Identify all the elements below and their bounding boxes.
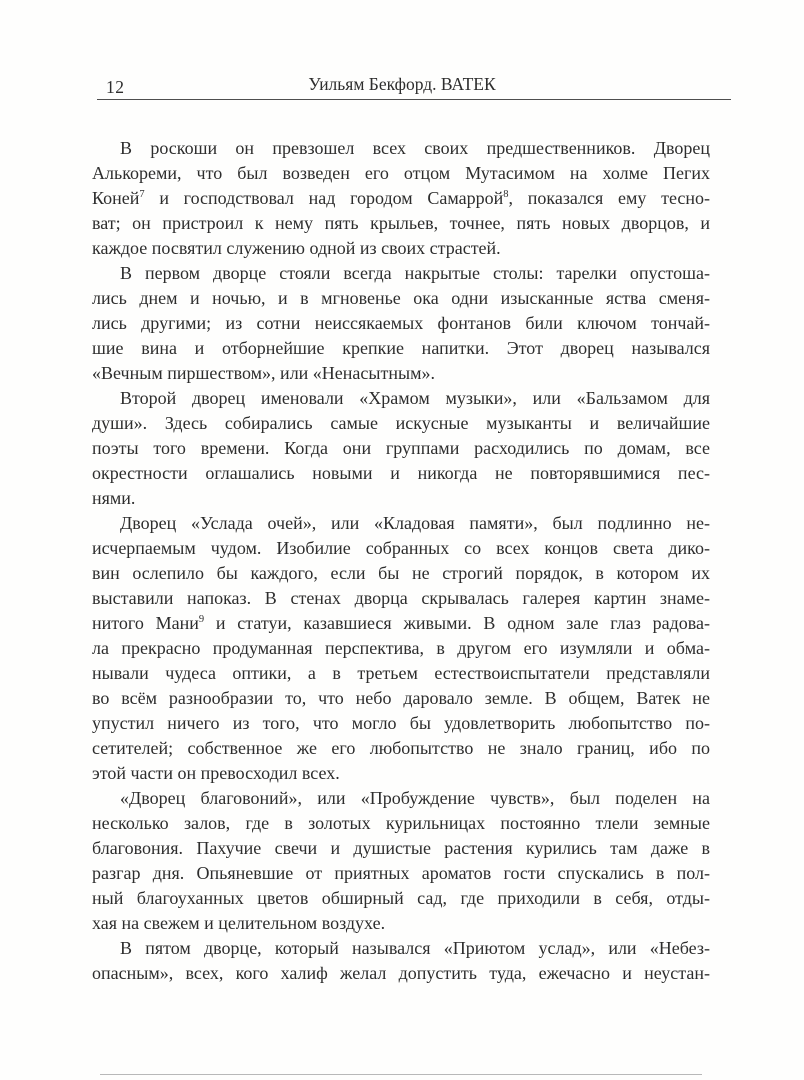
text-line: нитого Мани$^9$ и статуи, казавшиеся живыми. В одном зале глаз радова- <box>92 613 711 633</box>
text-line: опасным», всех, кого халиф желал допустить туда, ежечасно и неустан- <box>92 963 710 983</box>
text-line: ват; он пристроил к нему пять крыльев, точнее, пять новых дворцов, и <box>92 213 710 233</box>
footnote-ref: 8 <box>503 189 509 200</box>
text-line: лись днем и ночью, и в мгновенье ока одни изысканные яства сменя- <box>92 288 710 308</box>
text-line: нями. <box>92 488 136 508</box>
text-line: хая на свежем и целительном воздухе. <box>92 913 386 933</box>
paragraph <box>92 386 710 511</box>
page-header <box>92 74 712 98</box>
footnote-ref: 7 <box>139 189 145 200</box>
text-line: упустил ничего из того, что могло бы удовлетворить любопытство по- <box>92 713 710 733</box>
text-line: Дворец «Услада очей», или «Кладовая памяти», был подлинно не- <box>120 513 710 533</box>
paragraph <box>92 136 710 261</box>
text-line: Коней$^7$ и господствовал над городом Самаррой$^8$, показался ему тесно- <box>92 188 711 208</box>
text-line: этой части он превосходил всех. <box>92 763 340 783</box>
text-line: «Вечным пиршеством», или «Ненасытным». <box>92 363 435 383</box>
text-line: В пятом дворце, который назывался «Приютом услад», или «Небез- <box>120 938 710 958</box>
paragraph <box>92 511 710 786</box>
page-number: 12 <box>106 77 125 97</box>
text-line: нывали чудеса оптики, а в третьем естествоиспытатели представляли <box>92 663 710 683</box>
text-line: души». Здесь собирались самые искусные музыканты и величайшие <box>92 413 710 433</box>
text-line: несколько залов, где в золотых курильницах постоянно тлели земные <box>92 813 710 833</box>
text-line: каждое посвятил служению одной из своих страстей. <box>92 238 501 258</box>
text-line: ла прекрасно продуманная перспектива, в другом его изумляли и обма- <box>92 638 710 658</box>
text-line: сетителей; собственное же его любопытство не знало границ, ибо по <box>92 738 710 758</box>
running-title: Уильям Бекфорд. ВАТЕК <box>308 74 496 94</box>
bottom-page-edge-line <box>100 1074 702 1075</box>
text-line: «Дворец благовоний», или «Пробуждение чувств», был поделен на <box>120 788 710 808</box>
text-line: В роскоши он превзошел всех своих предшественников. Дворец <box>120 138 710 158</box>
text-line: во всём разнообразии то, что небо даровало земле. В общем, Ватек не <box>92 688 710 708</box>
text-line: разгар дня. Опьяневшие от приятных ароматов гости спускались в пол- <box>92 863 710 883</box>
paragraph <box>92 936 710 986</box>
text-line: вин ослепило бы каждого, если бы не строгий порядок, в котором их <box>92 563 710 583</box>
paragraph <box>92 261 710 386</box>
text-line: Второй дворец именовали «Храмом музыки», или «Бальзамом для <box>120 388 710 408</box>
paragraph <box>92 786 710 936</box>
text-line: Алькореми, что был возведен его отцом Мутасимом на холме Пегих <box>92 163 710 183</box>
text-line: поэты того времени. Когда они группами расходились по домам, все <box>92 438 710 458</box>
page-body <box>92 136 710 986</box>
text-line: ный благоуханных цветов обширный сад, где приходили в себя, отды- <box>92 888 710 908</box>
text-line: шие вина и отборнейшие крепкие напитки. Этот дворец назывался <box>92 338 710 358</box>
text-line: окрестности оглашались новыми и никогда не повторявшимися пес- <box>92 463 710 483</box>
text-line: выставили напоказ. В стенах дворца скрывалась галерея картин знаме- <box>92 588 710 608</box>
header-rule <box>97 99 731 100</box>
footnote-ref: 9 <box>198 614 205 625</box>
text-line: лись другими; из сотни неиссякаемых фонтанов били ключом тончай- <box>92 313 710 333</box>
text-line: исчерпаемым чудом. Изобилие собранных со всех концов света дико- <box>92 538 710 558</box>
text-line: благовония. Пахучие свечи и душистые растения курились там даже в <box>92 838 710 858</box>
text-line: В первом дворце стояли всегда накрытые столы: тарелки опустоша- <box>120 263 710 283</box>
